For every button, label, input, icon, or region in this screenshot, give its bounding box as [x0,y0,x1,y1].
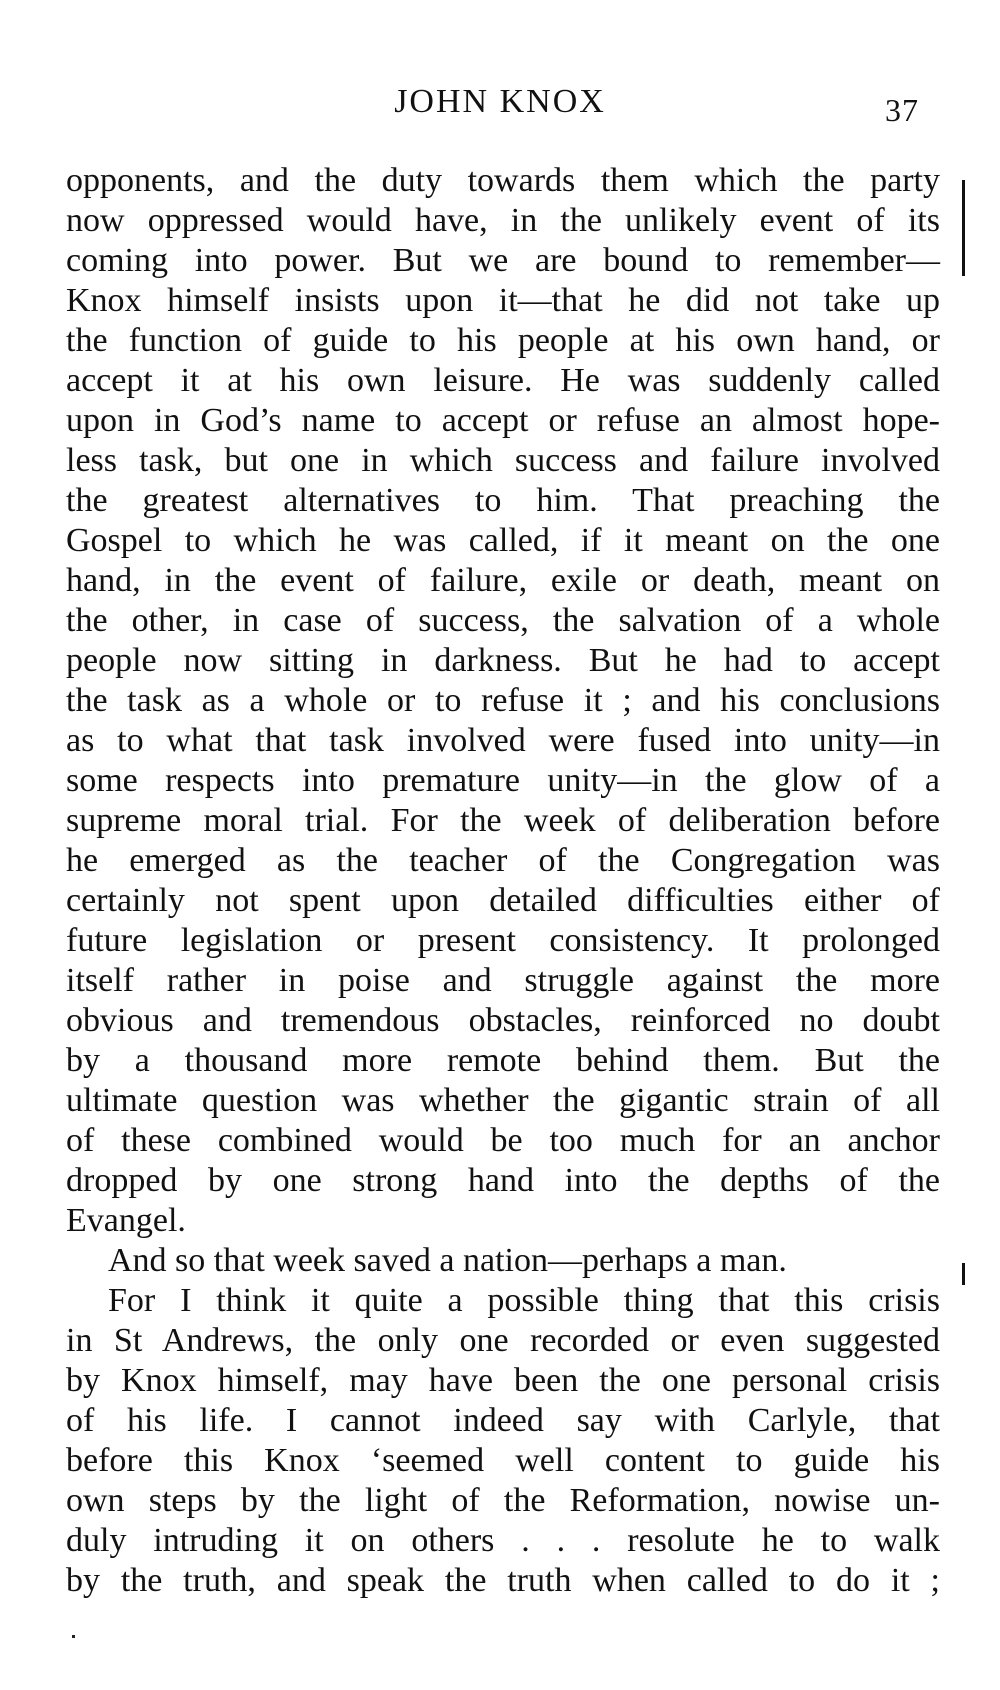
running-head [0,82,1000,132]
text-line: people now sitting in darkness. But he had to accept [66,642,940,679]
text-line: of these combined would be too much for an anchor [66,1122,940,1159]
text-line: by the truth, and speak the truth when called to do it ; [66,1562,940,1599]
text-line: ultimate question was whether the gigantic strain of all [66,1082,940,1119]
text-line: Knox himself insists upon it—that he did not take up [66,282,940,319]
text-line: less task, but one in which success and failure involved [66,442,940,479]
text-line: by a thousand more remote behind them. But the [66,1042,940,1079]
text-line: the function of guide to his people at his own hand, or [66,322,940,359]
text-line: in St Andrews, the only one recorded or even suggested [66,1322,940,1359]
text-line: coming into power. But we are bound to remember— [66,242,940,279]
text-line: Evangel. [66,1202,186,1239]
text-line: some respects into premature unity—in the glow of a [66,762,940,799]
text-line: itself rather in poise and struggle against the more [66,962,940,999]
text-line: before this Knox ‘seemed well content to guide his [66,1442,940,1479]
text-line: Gospel to which he was called, if it meant on the one [66,522,940,559]
text-line: duly intruding it on others . . . resolute he to walk [66,1522,940,1559]
margin-mark [962,180,965,276]
text-line: opponents, and the duty towards them which the party [66,162,940,199]
text-line: For I think it quite a possible thing that this crisis [108,1282,940,1319]
text-line: by Knox himself, may have been the one personal crisis [66,1362,940,1399]
running-head-title: JOHN KNOX [394,83,606,120]
text-line: upon in God’s name to accept or refuse an almost hope- [66,402,940,439]
text-line: the greatest alternatives to him. That preaching the [66,482,940,519]
text-line: future legislation or present consistency. It prolonged [66,922,940,959]
page-number: 37 [885,92,919,128]
text-line: certainly not spent upon detailed difficulties either of [66,882,940,919]
text-line: own steps by the light of the Reformation, nowise un- [66,1482,940,1519]
text-line: accept it at his own leisure. He was suddenly called [66,362,940,399]
scan-speck [72,1635,75,1638]
text-line: he emerged as the teacher of the Congregation was [66,842,940,879]
text-line: of his life. I cannot indeed say with Carlyle, that [66,1402,940,1439]
text-line: as to what that task involved were fused into unity—in [66,722,940,759]
margin-mark [962,1263,965,1285]
text-line: the other, in case of success, the salvation of a whole [66,602,940,639]
text-line: And so that week saved a nation—perhaps a man. [108,1242,787,1279]
text-line: the task as a whole or to refuse it ; and his conclusions [66,682,940,719]
text-line: dropped by one strong hand into the depths of the [66,1162,940,1199]
text-line: now oppressed would have, in the unlikely event of its [66,202,940,239]
text-line: obvious and tremendous obstacles, reinforced no doubt [66,1002,940,1039]
text-line: hand, in the event of failure, exile or death, meant on [66,562,940,599]
text-line: supreme moral trial. For the week of deliberation before [66,802,940,839]
body-text [66,161,940,1601]
